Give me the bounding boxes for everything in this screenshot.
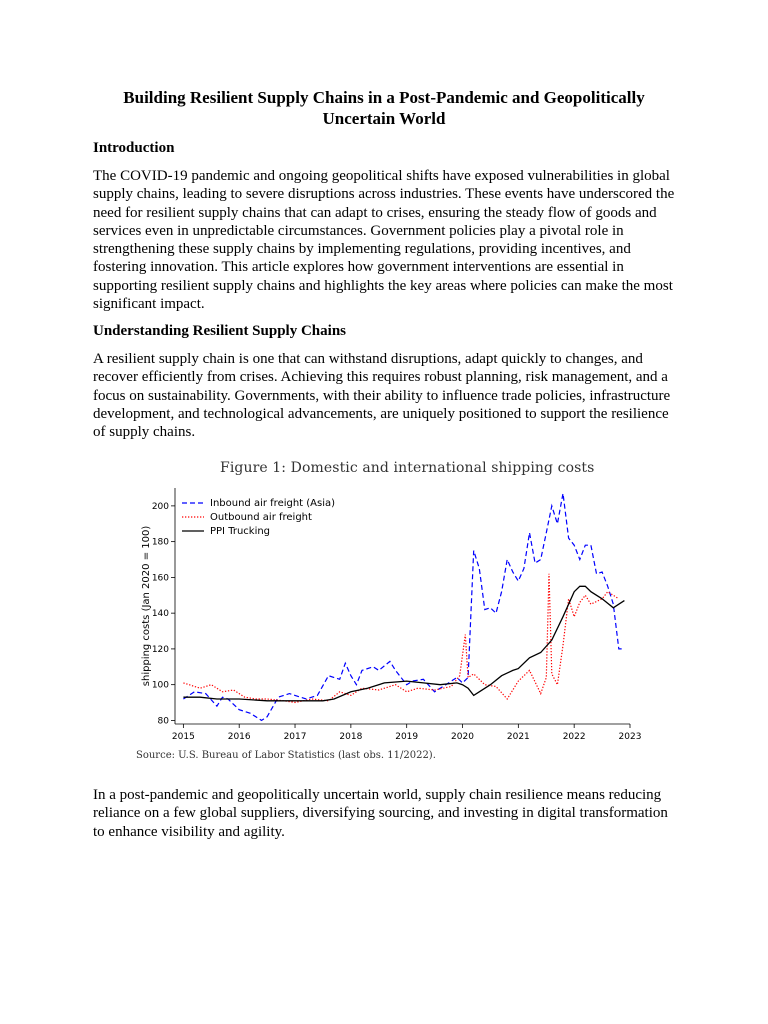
shipping-costs-chart <box>130 484 640 748</box>
legend-label-1: Outbound air freight <box>210 512 312 523</box>
x-tick-label: 2022 <box>562 732 586 742</box>
chart-legend <box>182 498 335 537</box>
x-tick-label: 2023 <box>618 732 642 742</box>
y-tick-label: 200 <box>151 501 169 512</box>
y-tick-label: 140 <box>151 609 169 620</box>
x-tick-label: 2016 <box>227 732 251 742</box>
legend-label-0: Inbound air freight (Asia) <box>210 498 336 509</box>
y-tick-label: 120 <box>151 644 169 655</box>
document-title: Building Resilient Supply Chains in a Post-Pandemic and Geopolitically Uncertain World <box>123 88 645 128</box>
figure-source: Source: U.S. Bureau of Labor Statistics (last obs. 11/2022). <box>136 750 436 761</box>
x-tick-label: 2018 <box>339 732 363 742</box>
section-paragraph-introduction: The COVID-19 pandemic and ongoing geopolitical shifts have exposed vulnerabilities in global supply chains, leading to severe disruptions across industries. These events have underscored the need for resilient supply chains that can adapt to crises, ensuring the steady flow of goods and services even in unpredictable circumstances. Government policies play a pivotal role in strengthening these supply chains by implementing regulations, providing incentives, and fostering innovation. This article explores how government interventions are essential in supporting resilient supply chains and highlights the key areas where policies can make the most significant impact. <box>93 168 675 313</box>
legend-label-2: PPI Trucking <box>210 526 271 537</box>
section-paragraph-resilient-supply-chains: A resilient supply chain is one that can withstand disruptions, adapt quickly to changes, and recover efficiently from crises. Achieving this requires robust planning, risk management, and a focus on sustainability. Governments, with their ability to influence trade policies, infrastructure development, and technological advancements, are uniquely positioned to support the resilience of supply chains. <box>93 351 671 441</box>
chart-axes <box>175 488 630 724</box>
chart-y-axis-label: shipping costs (Jan 2020 = 100) <box>141 525 152 687</box>
y-tick-label: 160 <box>151 573 169 584</box>
x-tick-label: 2017 <box>283 732 307 742</box>
x-tick-label: 2019 <box>395 732 419 742</box>
x-tick-label: 2020 <box>451 732 474 742</box>
x-tick-label: 2021 <box>506 732 530 742</box>
y-tick-label: 100 <box>151 680 169 691</box>
section-heading-introduction: Introduction <box>93 140 175 156</box>
closing-paragraph: In a post-pandemic and geopolitically uncertain world, supply chain resilience means reducing reliance on a few global suppliers, diversifying sourcing, and investing in digital transformation to enhance visibility and agility. <box>93 787 668 840</box>
series-line-1 <box>183 574 618 703</box>
y-tick-label: 80 <box>157 716 169 727</box>
figure-caption: Figure 1: Domestic and international shipping costs <box>220 460 595 476</box>
series-line-2 <box>183 586 624 701</box>
section-heading-resilient-supply-chains: Understanding Resilient Supply Chains <box>93 323 346 339</box>
x-tick-label: 2015 <box>171 732 195 742</box>
y-tick-label: 180 <box>151 537 169 548</box>
